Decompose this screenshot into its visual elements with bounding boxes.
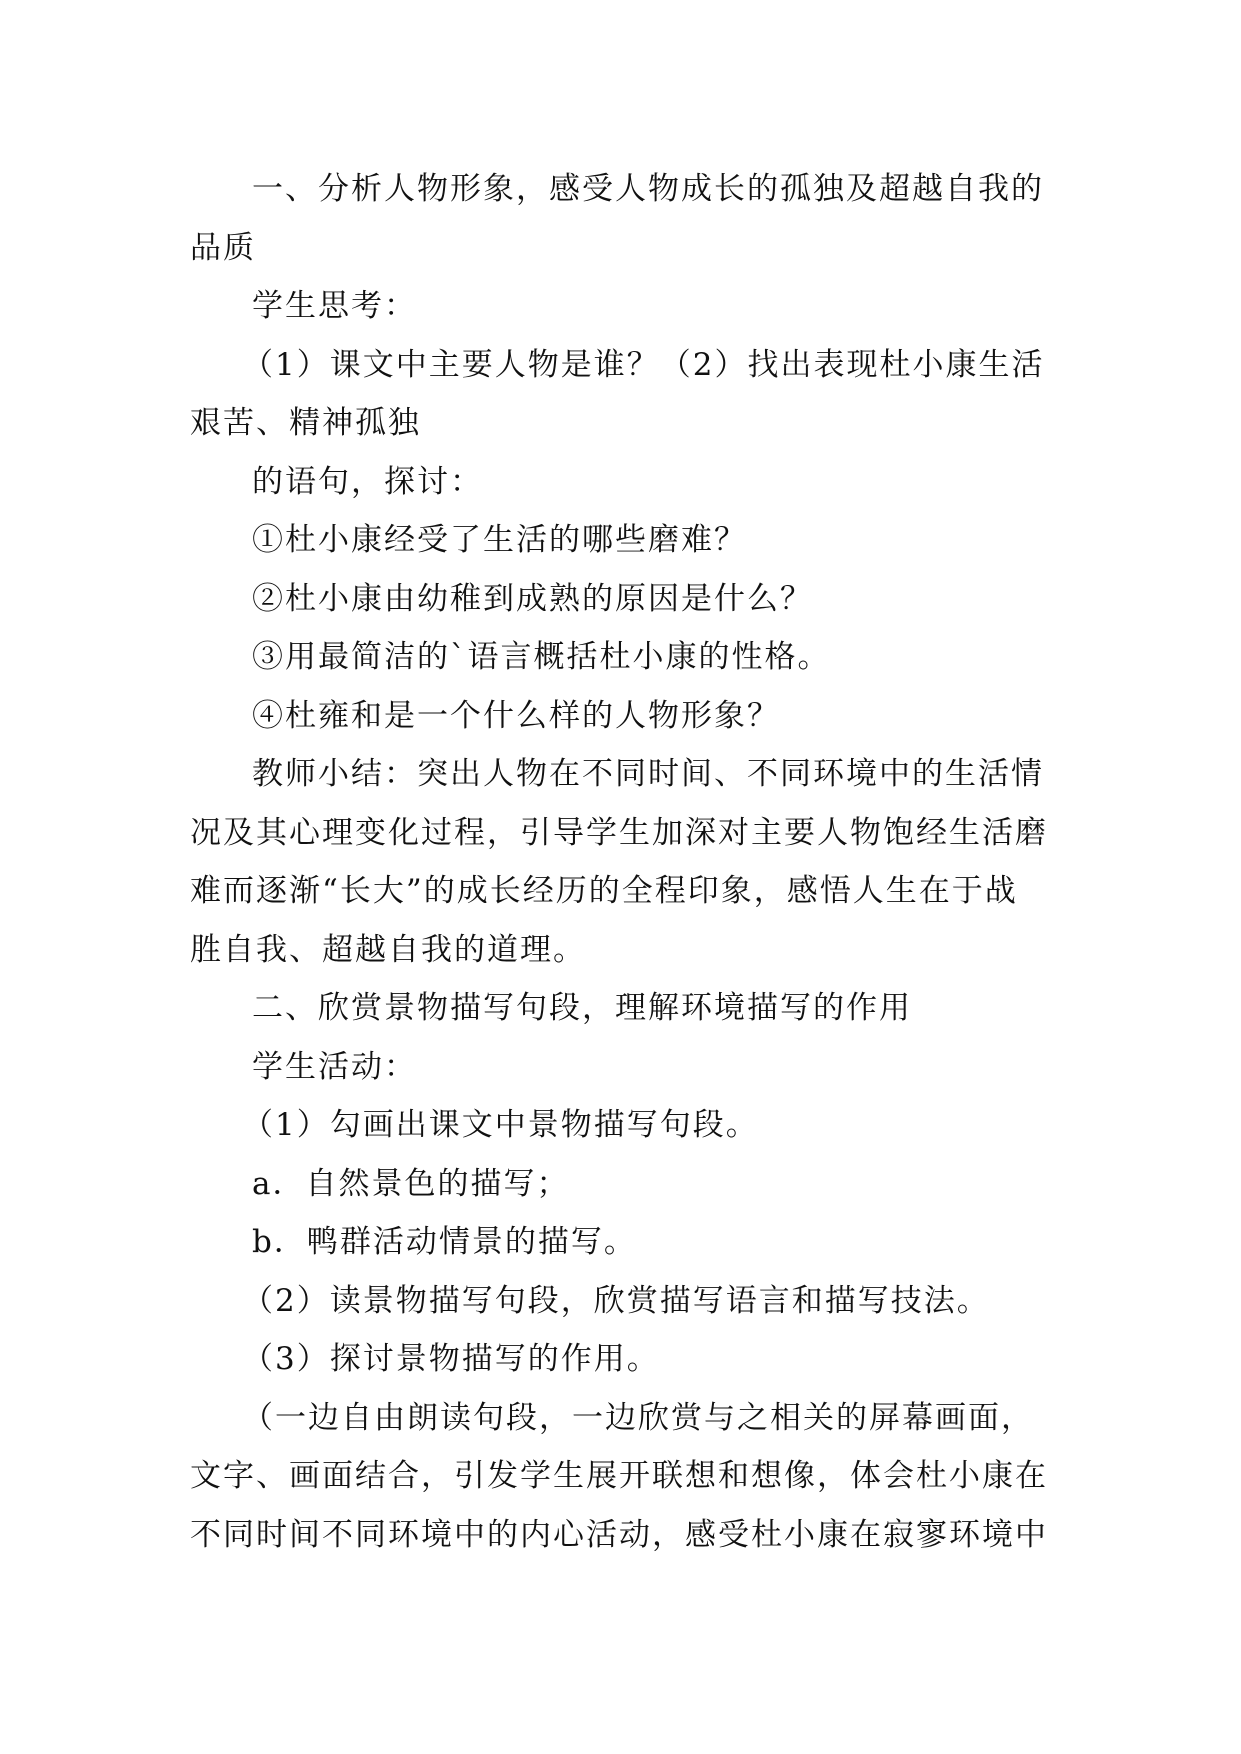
paragraph-student-activity: 学生活动： xyxy=(252,1048,417,1085)
list-item-activity-a: a．自然景色的描写； xyxy=(252,1165,570,1202)
list-item-question-1: ①杜小康经受了生活的哪些磨难？ xyxy=(252,522,747,558)
list-item-activity-3: （3）探讨景物描写的作用。 xyxy=(242,1341,660,1377)
list-item-activity-b: b．鸭群活动情景的描写。 xyxy=(252,1224,637,1260)
list-item-activity-1: （1）勾画出课文中景物描写句段。 xyxy=(242,1107,759,1143)
list-item-question-4: ④杜雍和是一个什么样的人物形象？ xyxy=(252,697,780,734)
section-heading-1: 一、分析人物形象，感受人物成长的孤独及超越自我的品质 xyxy=(190,171,1044,266)
document-body xyxy=(190,160,1050,1564)
list-item-question-3: ③用最简洁的`语言概括杜小康的性格。 xyxy=(252,639,831,675)
paragraph-student-thinking: 学生思考： xyxy=(252,288,417,324)
list-item-question-2: ②杜小康由幼稚到成熟的原因是什么？ xyxy=(252,580,813,617)
list-item-activity-2: （2）读景物描写句段，欣赏描写语言和描写技法。 xyxy=(242,1282,990,1319)
paragraph-discussion: 的语句，探讨： xyxy=(252,463,483,500)
paragraph-reading-note: （一边自由朗读句段，一边欣赏与之相关的屏幕画面，文字、画面结合，引发学生展开联想和想像，体会杜小康在不同时间不同环境中的内心活动，感受杜小康在寂寥环境中 xyxy=(190,1399,1048,1553)
paragraph-teacher-summary: 教师小结：突出人物在不同时间、不同环境中的生活情况及其心理变化过程，引导学生加深对主要人物饱经生活磨难而逐渐“长大”的成长经历的全程印象，感悟人生在于战胜自我、超越自我的道理。 xyxy=(190,756,1048,968)
paragraph-questions: （1）课文中主要人物是谁？（2）找出表现杜小康生活艰苦、精神孤独 xyxy=(190,346,1045,441)
section-heading-2: 二、欣赏景物描写句段，理解环境描写的作用 xyxy=(252,990,912,1026)
